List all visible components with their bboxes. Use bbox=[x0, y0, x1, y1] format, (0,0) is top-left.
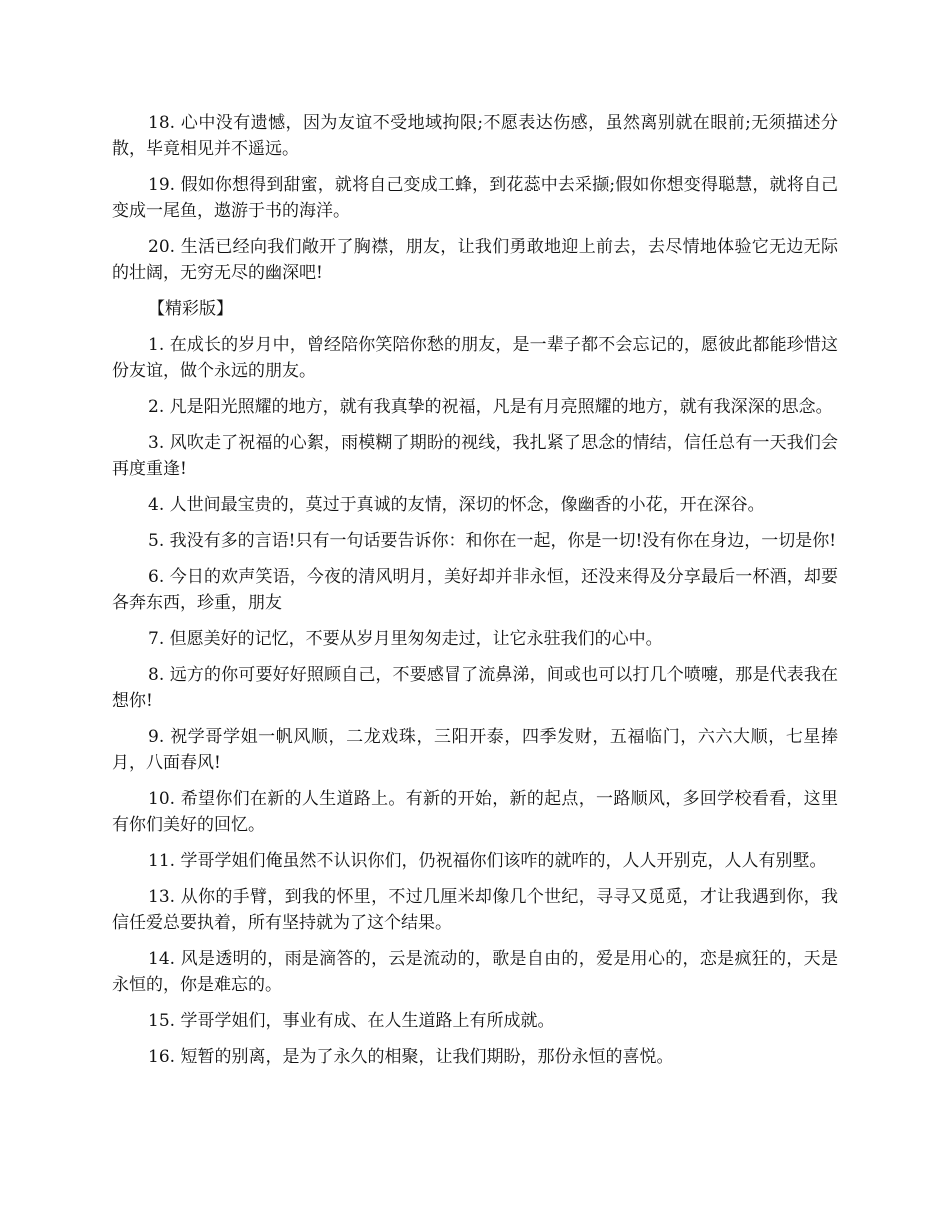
paragraph-15: 15. 学哥学姐们，事业有成、在人生道路上有所成就。 bbox=[148, 1011, 555, 1031]
paragraph-6: 6. 今日的欢声笑语，今夜的清风明月，美好却并非永恒，还没来得及分享最后一杯酒，却要各奔东西，珍重，朋友 bbox=[112, 567, 838, 613]
paragraph-2: 2. 凡是阳光照耀的地方，就有我真挚的祝福，凡是有月亮照耀的地方，就有我深深的思念。 bbox=[148, 397, 833, 417]
paragraph-19: 19. 假如你想得到甜蜜，就将自己变成工蜂，到花蕊中去采撷;假如你想变得聪慧，就将自己变成一尾鱼，遨游于书的海洋。 bbox=[112, 175, 838, 221]
paragraph-14: 14. 风是透明的，雨是滴答的，云是流动的，歌是自由的，爱是用心的，恋是疯狂的，天是永恒的，你是难忘的。 bbox=[112, 949, 838, 995]
paragraph-1: 1. 在成长的岁月中，曾经陪你笑陪你愁的朋友，是一辈子都不会忘记的，愿彼此都能珍惜这份友谊，做个永远的朋友。 bbox=[112, 335, 838, 381]
section-heading: 【精彩版】 bbox=[148, 299, 233, 319]
paragraph-16: 16. 短暂的别离，是为了永久的相聚，让我们期盼，那份永恒的喜悦。 bbox=[148, 1047, 674, 1067]
paragraph-4: 4. 人世间最宝贵的，莫过于真诚的友情，深切的怀念，像幽香的小花，开在深谷。 bbox=[148, 495, 765, 515]
paragraph-13: 13. 从你的手臂，到我的怀里，不过几厘米却像几个世纪，寻寻又觅觅，才让我遇到你，我信任爱总要执着，所有坚持就为了这个结果。 bbox=[112, 887, 838, 933]
paragraph-7: 7. 但愿美好的记忆，不要从岁月里匆匆走过，让它永驻我们的心中。 bbox=[148, 629, 663, 649]
paragraph-3: 3. 风吹走了祝福的心絮，雨模糊了期盼的视线，我扎紧了思念的情结，信任总有一天我们会再度重逢! bbox=[112, 433, 838, 479]
paragraph-18: 18. 心中没有遗憾，因为友谊不受地域拘限;不愿表达伤感，虽然离别就在眼前;无须描述分散，毕竟相见并不遥远。 bbox=[112, 113, 838, 159]
paragraph-8: 8. 远方的你可要好好照顾自己，不要感冒了流鼻涕，间或也可以打几个喷嚏，那是代表我在想你! bbox=[112, 665, 838, 711]
paragraph-5: 5. 我没有多的言语!只有一句话要告诉你：和你在一起，你是一切!没有你在身边，一切是你! bbox=[148, 531, 837, 551]
paragraph-9: 9. 祝学哥学姐一帆风顺，二龙戏珠，三阳开泰，四季发财，五福临门，六六大顺，七星捧月，八面春风! bbox=[112, 727, 838, 773]
paragraph-20: 20. 生活已经向我们敞开了胸襟，朋友，让我们勇敢地迎上前去，去尽情地体验它无边无际的壮阔，无穷无尽的幽深吧! bbox=[112, 237, 838, 283]
paragraph-10: 10. 希望你们在新的人生道路上。有新的开始，新的起点，一路顺风，多回学校看看，这里有你们美好的回忆。 bbox=[112, 789, 838, 835]
paragraph-11: 11. 学哥学姐们俺虽然不认识你们，仍祝福你们该咋的就咋的，人人开别克，人人有别墅。 bbox=[148, 851, 827, 871]
document-body bbox=[112, 110, 838, 1080]
